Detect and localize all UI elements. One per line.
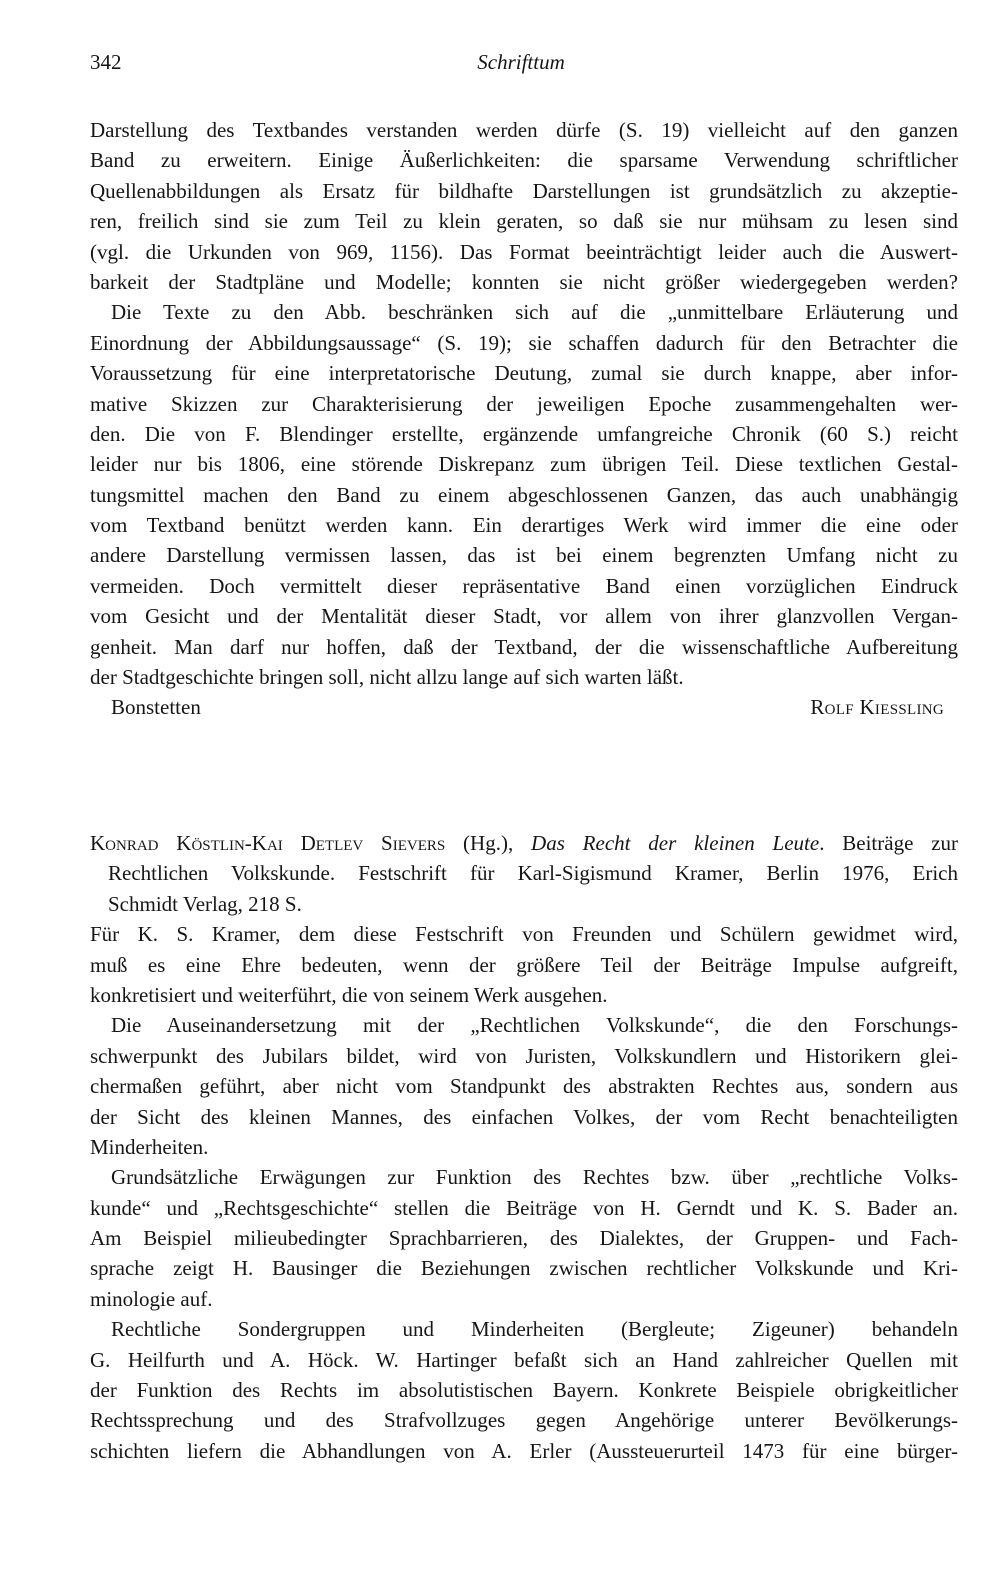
citation-authors: Konrad Köstlin-Kai Detlev Sievers	[90, 831, 446, 855]
text-line: Die Auseinandersetzung mit der „Rechtlichen Volkskunde“, die den Forschungs-	[111, 1013, 958, 1038]
text-line: muß es eine Ehre bedeuten, wenn der größere Teil der Beiträge Impulse aufgreift,	[90, 952, 958, 977]
text-line: vom Gesicht und der Mentalität dieser Stadt, vor allem von ihrer glanzvollen Vergan-	[90, 604, 958, 629]
running-title: Schrifttum	[477, 50, 565, 74]
text-line: andere Darstellung vermissen lassen, das ist bei einem begrenzten Umfang nicht zu	[90, 543, 958, 568]
text-line: Am Beispiel milieubedingter Sprachbarrieren, des Dialektes, der Gruppen- und Fach-	[90, 1226, 958, 1251]
text-line: sprache zeigt H. Bausinger die Beziehungen zwischen rechtlicher Volkskunde und Kri-	[90, 1256, 958, 1281]
text-line: Minderheiten.	[90, 1134, 209, 1159]
page-number: 342	[90, 50, 122, 74]
review-citation	[90, 828, 958, 919]
text-line: der Funktion des Rechts im absolutistischen Bayern. Konkrete Beispiele obrigkeitlicher	[90, 1378, 958, 1403]
text-line: kunde“ und „Rechtsgeschichte“ stellen die Beiträge von H. Gerndt und K. S. Bader an.	[90, 1195, 958, 1220]
text-line: Einordnung der Abbildungsaussage“ (S. 19); sie schaffen dadurch für den Betrachter die	[90, 330, 958, 355]
text-line: Grundsätzliche Erwägungen zur Funktion des Rechtes bzw. über „rechtliche Volks-	[111, 1165, 958, 1190]
text-line: Für K. S. Kramer, dem diese Festschrift von Freunden und Schülern gewidmet wird,	[90, 922, 958, 947]
text-line: barkeit der Stadtpläne und Modelle; konnten sie nicht größer wiedergegeben werden?	[90, 269, 958, 294]
text-line: genheit. Man darf nur hoffen, daß der Textband, der die wissenschaftliche Aufbereitung	[90, 634, 958, 659]
citation-line: Schmidt Verlag, 218 S.	[108, 891, 302, 916]
text-line: Voraussetzung für eine interpretatorische Deutung, zumal sie durch knappe, aber infor-	[90, 361, 958, 386]
text-line: der Sicht des kleinen Mannes, des einfachen Volkes, der vom Recht benachteiligten	[90, 1104, 958, 1129]
text-line: G. Heilfurth und A. Höck. W. Hartinger befaßt sich an Hand zahlreicher Quellen mit	[90, 1347, 958, 1372]
text-line: Darstellung des Textbandes verstanden werden dürfe (S. 19) vielleicht auf den ganzen	[90, 118, 958, 142]
review-2	[90, 828, 958, 1466]
review-signature	[90, 692, 958, 722]
citation-line-rest: . Beiträge zur	[819, 831, 959, 855]
text-line: tungsmittel machen den Band zu einem abgeschlossenen Ganzen, das auch unabhängig	[90, 482, 958, 507]
citation-line	[90, 828, 958, 858]
text-line: den. Die von F. Blendinger erstellte, ergänzende umfangreiche Chronik (60 S.) reicht	[90, 421, 958, 446]
citation-line: Rechtlichen Volkskunde. Festschrift für Karl-Sigismund Kramer, Berlin 1976, Erich	[108, 861, 958, 886]
text-line: Quellenabbildungen als Ersatz für bildhafte Darstellungen ist grundsätzlich zu akzeptie-	[90, 178, 958, 203]
text-line: Rechtliche Sondergruppen und Minderheiten (Bergleute; Zigeuner) behandeln	[111, 1317, 958, 1342]
citation-editor-note: (Hg.),	[445, 831, 532, 855]
text-line: der Stadtgeschichte bringen soll, nicht allzu lange auf sich warten läßt.	[90, 665, 684, 690]
text-line: minologie auf.	[90, 1286, 213, 1311]
text-line: vermeiden. Doch vermittelt dieser repräsentative Band einen vorzüglichen Eindruck	[90, 573, 958, 598]
text-line: (vgl. die Urkunden von 969, 1156). Das Format beeinträchtigt leider auch die Auswert-	[90, 239, 958, 264]
text-line: schichten liefern die Abhandlungen von A. Erler (Aussteuerurteil 1473 für eine bürger-	[90, 1438, 958, 1463]
text-line: Die Texte zu den Abb. beschränken sich auf die „unmittelbare Erläuterung und	[111, 300, 958, 325]
text-line: leider nur bis 1806, eine störende Diskrepanz zum übrigen Teil. Diese textlichen Gestal-	[90, 452, 958, 477]
text-line: schwerpunkt des Jubilars bildet, wird von Juristen, Volkskundlern und Historikern glei-	[90, 1043, 958, 1068]
citation-title: Das Recht der kleinen Leute	[531, 831, 820, 855]
text-line: Rechtssprechung und des Strafvollzuges gegen Angehörige unterer Bevölkerungs-	[90, 1408, 958, 1433]
signature-author: Rolf Kiessling	[810, 695, 944, 720]
text-line: vom Textband benützt werden kann. Ein derartiges Werk wird immer die eine oder	[90, 513, 958, 538]
text-line: Band zu erweitern. Einige Äußerlichkeiten: die sparsame Verwendung schriftlicher	[90, 148, 958, 173]
text-line: ren, freilich sind sie zum Teil zu klein geraten, so daß sie nur mühsam zu lesen sind	[90, 209, 958, 234]
text-line: mative Skizzen zur Charakterisierung der jeweiligen Epoche zusammengehalten wer-	[90, 391, 958, 416]
text-line: konkretisiert und weiterführt, die von seinem Werk ausgehen.	[90, 982, 608, 1007]
page-header	[90, 50, 952, 84]
review-1	[90, 115, 958, 723]
text-line: chermaßen geführt, aber nicht vom Standpunkt des abstrakten Rechtes aus, sondern aus	[90, 1074, 958, 1099]
signature-place: Bonstetten	[111, 695, 201, 720]
